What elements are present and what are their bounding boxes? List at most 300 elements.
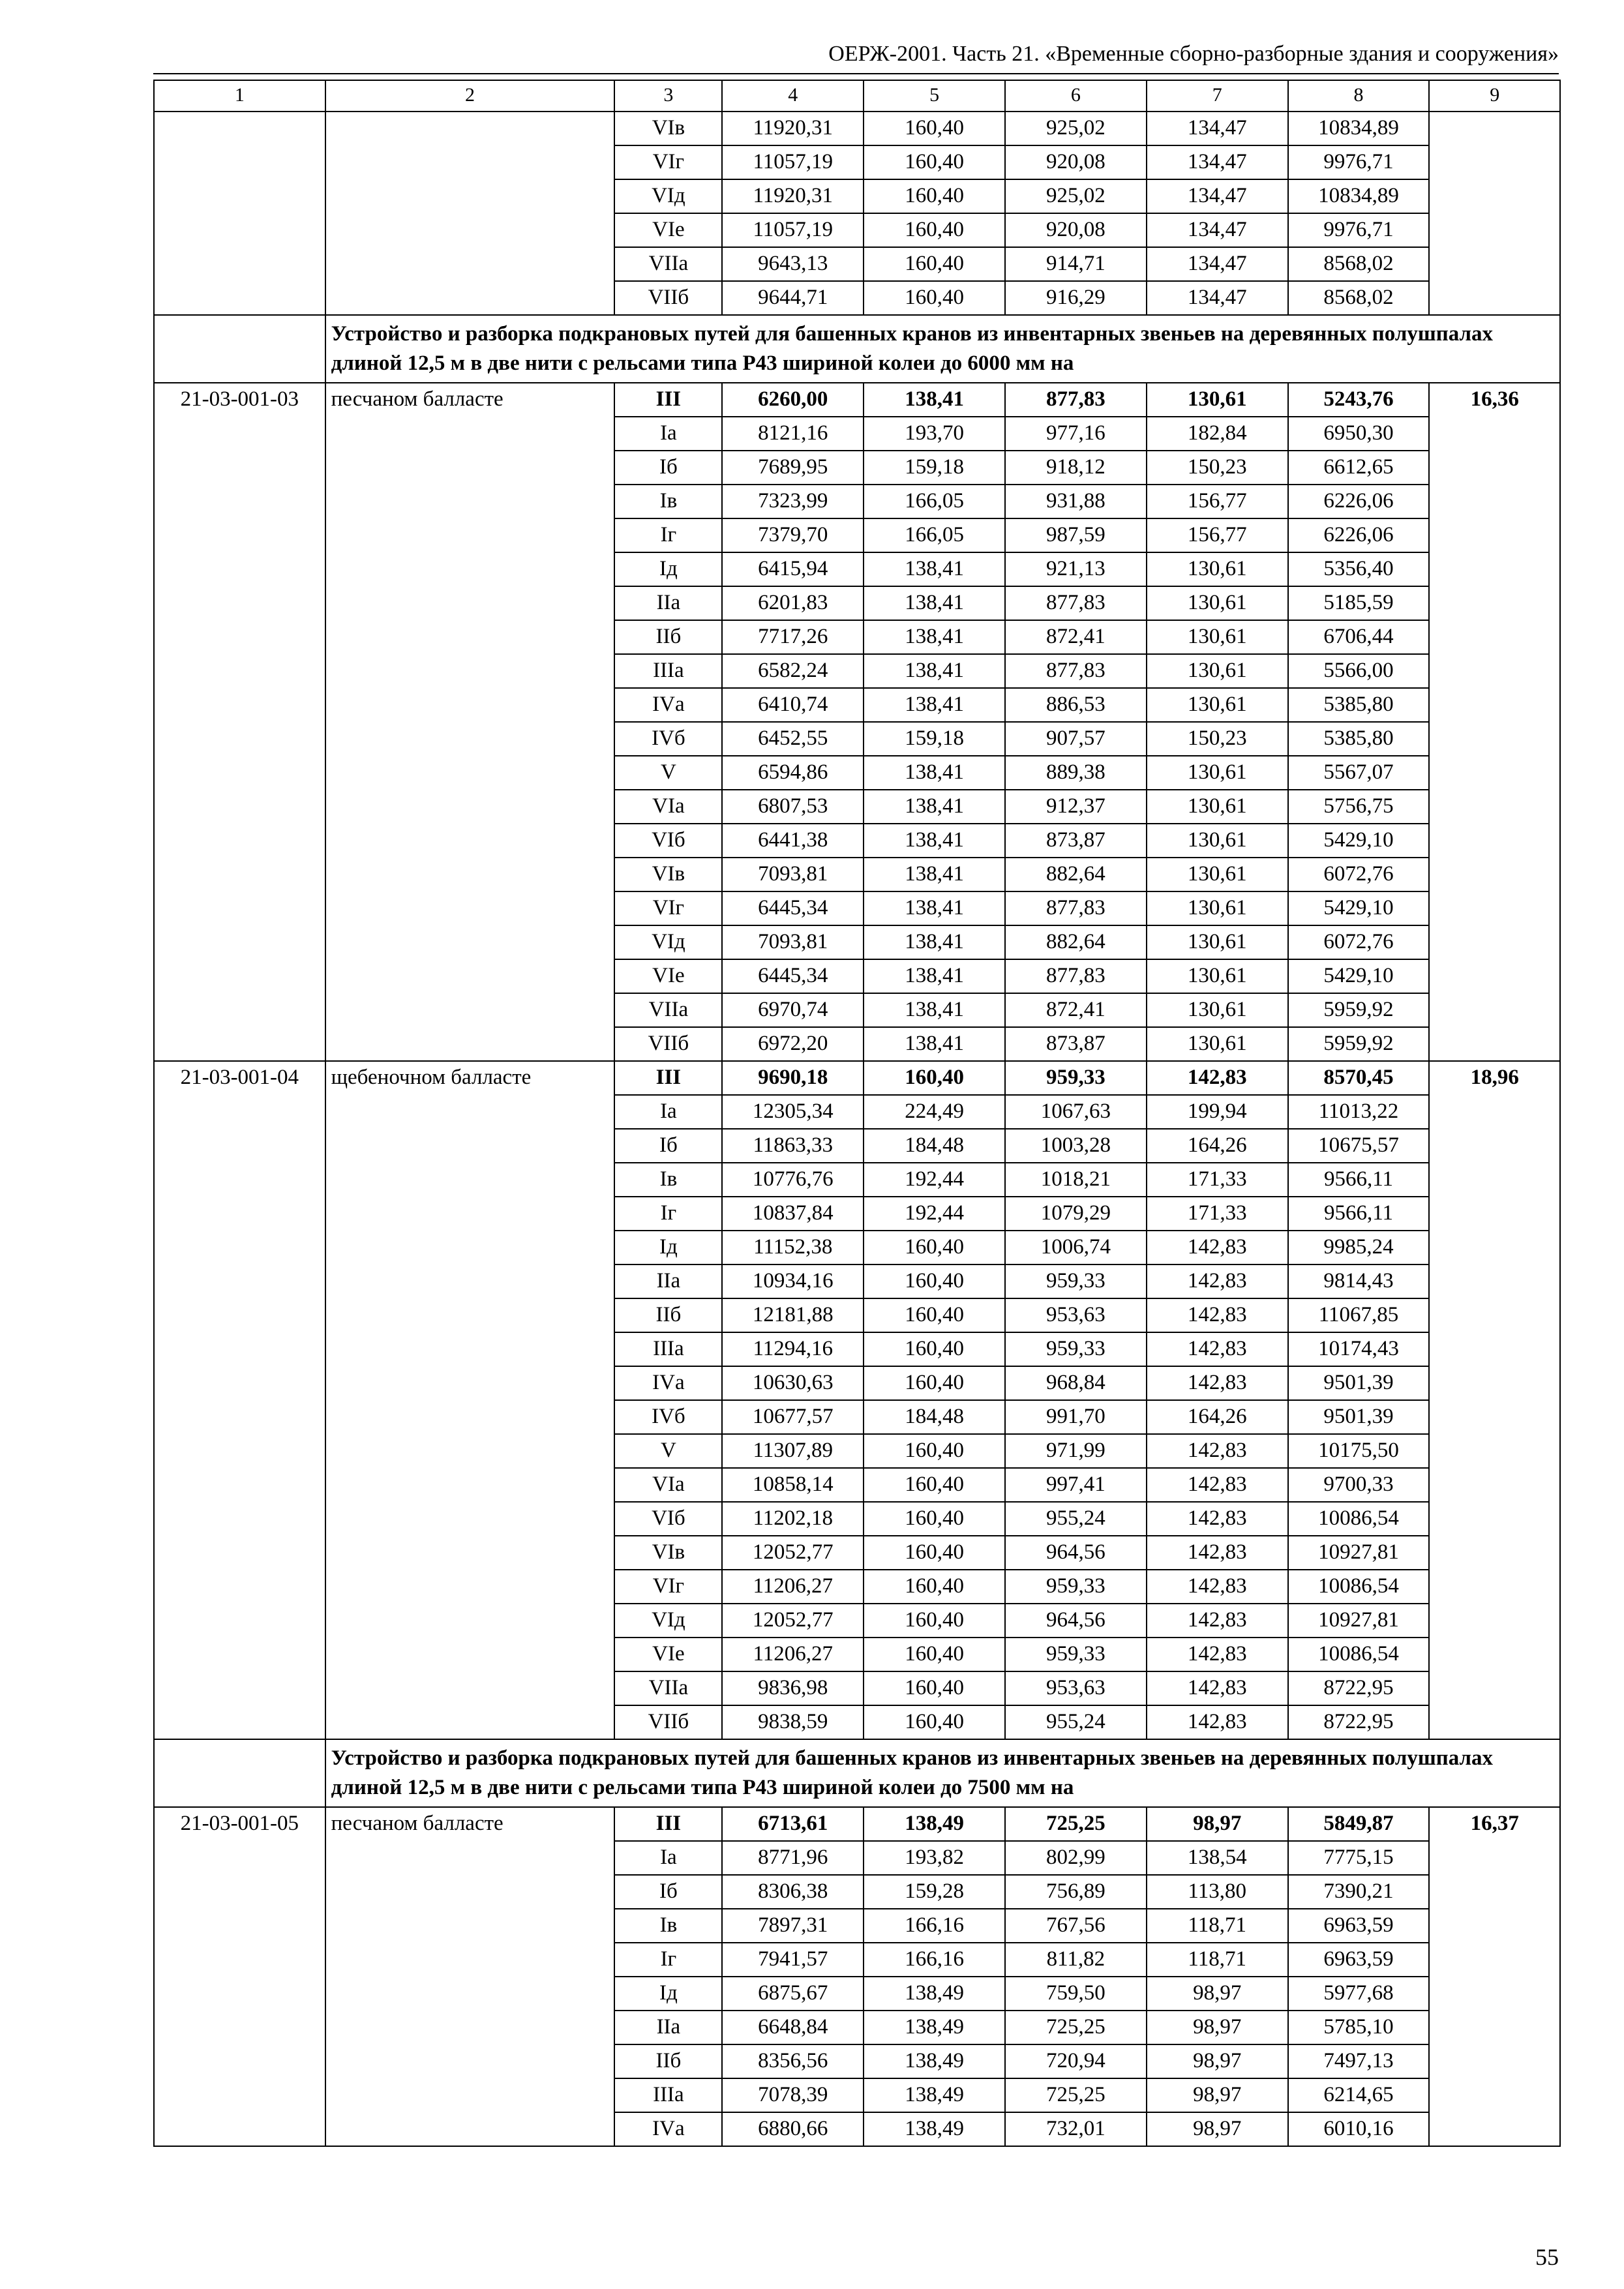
machines-cell: 914,71 <box>1005 247 1147 281</box>
machinists-wages-cell: 142,83 <box>1147 1061 1288 1095</box>
table-row <box>154 1061 1560 1095</box>
total-cost-cell: 6201,83 <box>722 586 864 620</box>
wages-cell: 224,49 <box>864 1095 1005 1129</box>
zone-cell: VIг <box>614 891 722 925</box>
zone-cell: Iа <box>614 417 722 451</box>
machines-cell: 918,12 <box>1005 451 1147 485</box>
machines-cell: 959,33 <box>1005 1264 1147 1298</box>
total-cost-cell: 7941,57 <box>722 1943 864 1977</box>
materials-cell: 6706,44 <box>1288 620 1430 654</box>
rate-code <box>154 112 325 315</box>
zone-cell: IVа <box>614 688 722 722</box>
rate-code: 21-03-001-03 <box>154 383 325 1061</box>
materials-cell: 9985,24 <box>1288 1231 1430 1264</box>
zone-cell: VIд <box>614 1604 722 1638</box>
zone-cell: VIд <box>614 179 722 213</box>
column-number: 8 <box>1288 80 1430 112</box>
wages-cell: 138,41 <box>864 891 1005 925</box>
machines-cell: 997,41 <box>1005 1468 1147 1502</box>
machinists-wages-cell: 142,83 <box>1147 1536 1288 1570</box>
machines-cell: 964,56 <box>1005 1604 1147 1638</box>
total-cost-cell: 9838,59 <box>722 1705 864 1739</box>
machines-cell: 725,25 <box>1005 2011 1147 2044</box>
machinists-wages-cell: 171,33 <box>1147 1197 1288 1231</box>
total-cost-cell: 7078,39 <box>722 2078 864 2112</box>
total-cost-cell: 11294,16 <box>722 1332 864 1366</box>
machines-cell: 968,84 <box>1005 1366 1147 1400</box>
materials-cell: 8570,45 <box>1288 1061 1430 1095</box>
materials-cell: 10175,50 <box>1288 1434 1430 1468</box>
materials-cell: 5385,80 <box>1288 722 1430 756</box>
materials-cell: 10834,89 <box>1288 112 1430 145</box>
machinists-wages-cell: 98,97 <box>1147 2044 1288 2078</box>
materials-cell: 11013,22 <box>1288 1095 1430 1129</box>
machines-cell: 955,24 <box>1005 1705 1147 1739</box>
materials-cell: 5959,92 <box>1288 1027 1430 1061</box>
wages-cell: 138,41 <box>864 790 1005 824</box>
zone-cell: VIв <box>614 858 722 891</box>
machinists-wages-cell: 142,83 <box>1147 1332 1288 1366</box>
machinists-wages-cell: 134,47 <box>1147 281 1288 315</box>
machines-cell: 877,83 <box>1005 383 1147 417</box>
total-cost-cell: 11920,31 <box>722 179 864 213</box>
zone-cell: VIг <box>614 145 722 179</box>
total-cost-cell: 11057,19 <box>722 145 864 179</box>
machinists-wages-cell: 138,54 <box>1147 1841 1288 1875</box>
total-cost-cell: 6875,67 <box>722 1977 864 2011</box>
machines-cell: 959,33 <box>1005 1638 1147 1671</box>
machinists-wages-cell: 130,61 <box>1147 959 1288 993</box>
materials-cell: 6963,59 <box>1288 1943 1430 1977</box>
wages-cell: 138,49 <box>864 2078 1005 2112</box>
machinists-wages-cell: 134,47 <box>1147 179 1288 213</box>
zone-cell: III <box>614 383 722 417</box>
wages-cell: 138,41 <box>864 925 1005 959</box>
zone-cell: Iг <box>614 1197 722 1231</box>
labor-cost-cell <box>1429 112 1560 315</box>
machines-cell: 964,56 <box>1005 1536 1147 1570</box>
zone-cell: III <box>614 1061 722 1095</box>
wages-cell: 160,40 <box>864 1264 1005 1298</box>
machines-cell: 802,99 <box>1005 1841 1147 1875</box>
total-cost-cell: 7689,95 <box>722 451 864 485</box>
materials-cell: 5785,10 <box>1288 2011 1430 2044</box>
machinists-wages-cell: 130,61 <box>1147 858 1288 891</box>
machinists-wages-cell: 142,83 <box>1147 1502 1288 1536</box>
materials-cell: 5185,59 <box>1288 586 1430 620</box>
materials-cell: 6072,76 <box>1288 925 1430 959</box>
materials-cell: 8568,02 <box>1288 281 1430 315</box>
zone-cell: Iд <box>614 552 722 586</box>
zone-cell: VIа <box>614 1468 722 1502</box>
machines-cell: 811,82 <box>1005 1943 1147 1977</box>
rate-name: щебеночном балласте <box>325 1061 615 1739</box>
machines-cell: 882,64 <box>1005 858 1147 891</box>
materials-cell: 9566,11 <box>1288 1197 1430 1231</box>
rate-name: песчаном балласте <box>325 383 615 1061</box>
materials-cell: 10086,54 <box>1288 1502 1430 1536</box>
wages-cell: 160,40 <box>864 1604 1005 1638</box>
table-body <box>154 80 1560 2146</box>
wages-cell: 160,40 <box>864 1671 1005 1705</box>
machinists-wages-cell: 142,83 <box>1147 1264 1288 1298</box>
machines-cell: 889,38 <box>1005 756 1147 790</box>
materials-cell: 6226,06 <box>1288 518 1430 552</box>
materials-cell: 5429,10 <box>1288 824 1430 858</box>
total-cost-cell: 10677,57 <box>722 1400 864 1434</box>
column-number: 1 <box>154 80 325 112</box>
machinists-wages-cell: 130,61 <box>1147 993 1288 1027</box>
wages-cell: 160,40 <box>864 179 1005 213</box>
zone-cell: VIIа <box>614 1671 722 1705</box>
machinists-wages-cell: 130,61 <box>1147 552 1288 586</box>
machinists-wages-cell: 130,61 <box>1147 925 1288 959</box>
machines-cell: 987,59 <box>1005 518 1147 552</box>
materials-cell: 9976,71 <box>1288 213 1430 247</box>
total-cost-cell: 6415,94 <box>722 552 864 586</box>
total-cost-cell: 6260,00 <box>722 383 864 417</box>
total-cost-cell: 9836,98 <box>722 1671 864 1705</box>
machines-cell: 877,83 <box>1005 891 1147 925</box>
materials-cell: 5567,07 <box>1288 756 1430 790</box>
total-cost-cell: 7717,26 <box>722 620 864 654</box>
labor-cost-cell: 18,96 <box>1429 1061 1560 1739</box>
header-rule <box>153 73 1559 74</box>
zone-cell: Iв <box>614 1163 722 1197</box>
materials-cell: 10927,81 <box>1288 1604 1430 1638</box>
zone-cell: IIб <box>614 1298 722 1332</box>
zone-cell: Iб <box>614 1875 722 1909</box>
total-cost-cell: 11206,27 <box>722 1570 864 1604</box>
zone-cell: Iд <box>614 1977 722 2011</box>
total-cost-cell: 9643,13 <box>722 247 864 281</box>
total-cost-cell: 6445,34 <box>722 891 864 925</box>
wages-cell: 138,41 <box>864 383 1005 417</box>
zone-cell: IVб <box>614 1400 722 1434</box>
wages-cell: 160,40 <box>864 1468 1005 1502</box>
zone-cell: VIIб <box>614 1705 722 1739</box>
total-cost-cell: 12305,34 <box>722 1095 864 1129</box>
wages-cell: 138,41 <box>864 756 1005 790</box>
wages-cell: 184,48 <box>864 1400 1005 1434</box>
wages-cell: 138,49 <box>864 2011 1005 2044</box>
machines-cell: 873,87 <box>1005 1027 1147 1061</box>
materials-cell: 9700,33 <box>1288 1468 1430 1502</box>
zone-cell: IIб <box>614 620 722 654</box>
machines-cell: 877,83 <box>1005 654 1147 688</box>
materials-cell: 5849,87 <box>1288 1807 1430 1841</box>
machinists-wages-cell: 130,61 <box>1147 1027 1288 1061</box>
materials-cell: 9501,39 <box>1288 1400 1430 1434</box>
zone-cell: V <box>614 756 722 790</box>
machines-cell: 925,02 <box>1005 179 1147 213</box>
machinists-wages-cell: 199,94 <box>1147 1095 1288 1129</box>
materials-cell: 6226,06 <box>1288 485 1430 518</box>
zone-cell: VIб <box>614 1502 722 1536</box>
section-title: Устройство и разборка подкрановых путей для башенных кранов из инвентарных звеньев на деревянных полушпалах длиной 12,5 м в две нити с рельсами типа Р43 шириной колеи до 7500 мм на <box>325 1739 1560 1807</box>
machinists-wages-cell: 113,80 <box>1147 1875 1288 1909</box>
materials-cell: 10927,81 <box>1288 1536 1430 1570</box>
labor-cost-cell: 16,37 <box>1429 1807 1560 2146</box>
machinists-wages-cell: 142,83 <box>1147 1705 1288 1739</box>
machinists-wages-cell: 156,77 <box>1147 485 1288 518</box>
materials-cell: 9814,43 <box>1288 1264 1430 1298</box>
total-cost-cell: 7093,81 <box>722 858 864 891</box>
total-cost-cell: 6445,34 <box>722 959 864 993</box>
machines-cell: 916,29 <box>1005 281 1147 315</box>
materials-cell: 6010,16 <box>1288 2112 1430 2146</box>
materials-cell: 11067,85 <box>1288 1298 1430 1332</box>
total-cost-cell: 10630,63 <box>722 1366 864 1400</box>
wages-cell: 138,41 <box>864 688 1005 722</box>
wages-cell: 159,28 <box>864 1875 1005 1909</box>
column-number: 9 <box>1429 80 1560 112</box>
wages-cell: 138,41 <box>864 1027 1005 1061</box>
machinists-wages-cell: 130,61 <box>1147 383 1288 417</box>
zone-cell: IIа <box>614 1264 722 1298</box>
total-cost-cell: 10934,16 <box>722 1264 864 1298</box>
wages-cell: 166,16 <box>864 1943 1005 1977</box>
wages-cell: 160,40 <box>864 1536 1005 1570</box>
total-cost-cell: 6972,20 <box>722 1027 864 1061</box>
machines-cell: 912,37 <box>1005 790 1147 824</box>
wages-cell: 138,41 <box>864 858 1005 891</box>
wages-cell: 138,49 <box>864 1977 1005 2011</box>
materials-cell: 5429,10 <box>1288 891 1430 925</box>
materials-cell: 5243,76 <box>1288 383 1430 417</box>
total-cost-cell: 12052,77 <box>722 1604 864 1638</box>
machinists-wages-cell: 182,84 <box>1147 417 1288 451</box>
wages-cell: 138,49 <box>864 2112 1005 2146</box>
materials-cell: 9566,11 <box>1288 1163 1430 1197</box>
machinists-wages-cell: 171,33 <box>1147 1163 1288 1197</box>
total-cost-cell: 7093,81 <box>722 925 864 959</box>
machinists-wages-cell: 98,97 <box>1147 2011 1288 2044</box>
zone-cell: VIIб <box>614 1027 722 1061</box>
zone-cell: IIIа <box>614 654 722 688</box>
column-number: 6 <box>1005 80 1147 112</box>
machines-cell: 921,13 <box>1005 552 1147 586</box>
table-row <box>154 1807 1560 1841</box>
zone-cell: VIе <box>614 1638 722 1671</box>
wages-cell: 159,18 <box>864 451 1005 485</box>
wages-cell: 160,40 <box>864 1061 1005 1095</box>
wages-cell: 193,82 <box>864 1841 1005 1875</box>
materials-cell: 10675,57 <box>1288 1129 1430 1163</box>
machinists-wages-cell: 142,83 <box>1147 1298 1288 1332</box>
column-number: 2 <box>325 80 615 112</box>
section-heading-row <box>154 1739 1560 1807</box>
wages-cell: 160,40 <box>864 1366 1005 1400</box>
section-title: Устройство и разборка подкрановых путей для башенных кранов из инвентарных звеньев на деревянных полушпалах длиной 12,5 м в две нити с рельсами типа Р43 шириной колеи до 6000 мм на <box>325 315 1560 383</box>
wages-cell: 138,41 <box>864 959 1005 993</box>
wages-cell: 166,05 <box>864 518 1005 552</box>
zone-cell: Iг <box>614 518 722 552</box>
wages-cell: 160,40 <box>864 247 1005 281</box>
machines-cell: 877,83 <box>1005 586 1147 620</box>
materials-cell: 7497,13 <box>1288 2044 1430 2078</box>
zone-cell: VIе <box>614 959 722 993</box>
column-number: 3 <box>614 80 722 112</box>
total-cost-cell: 9644,71 <box>722 281 864 315</box>
total-cost-cell: 7323,99 <box>722 485 864 518</box>
column-number: 5 <box>864 80 1005 112</box>
machinists-wages-cell: 164,26 <box>1147 1129 1288 1163</box>
machinists-wages-cell: 142,83 <box>1147 1570 1288 1604</box>
machines-cell: 920,08 <box>1005 145 1147 179</box>
total-cost-cell: 10837,84 <box>722 1197 864 1231</box>
machinists-wages-cell: 98,97 <box>1147 2078 1288 2112</box>
total-cost-cell: 12052,77 <box>722 1536 864 1570</box>
section-heading-row <box>154 315 1560 383</box>
machinists-wages-cell: 134,47 <box>1147 213 1288 247</box>
total-cost-cell: 8356,56 <box>722 2044 864 2078</box>
machines-cell: 953,63 <box>1005 1298 1147 1332</box>
materials-cell: 8568,02 <box>1288 247 1430 281</box>
total-cost-cell: 6441,38 <box>722 824 864 858</box>
materials-cell: 8722,95 <box>1288 1705 1430 1739</box>
machinists-wages-cell: 98,97 <box>1147 2112 1288 2146</box>
wages-cell: 166,05 <box>864 485 1005 518</box>
total-cost-cell: 11206,27 <box>722 1638 864 1671</box>
machines-cell: 732,01 <box>1005 2112 1147 2146</box>
total-cost-cell: 8121,16 <box>722 417 864 451</box>
machines-cell: 925,02 <box>1005 112 1147 145</box>
total-cost-cell: 6713,61 <box>722 1807 864 1841</box>
materials-cell: 10086,54 <box>1288 1638 1430 1671</box>
table-row <box>154 383 1560 417</box>
machines-cell: 955,24 <box>1005 1502 1147 1536</box>
machinists-wages-cell: 130,61 <box>1147 654 1288 688</box>
wages-cell: 160,40 <box>864 281 1005 315</box>
materials-cell: 6214,65 <box>1288 2078 1430 2112</box>
zone-cell: Iв <box>614 1909 722 1943</box>
wages-cell: 160,40 <box>864 1332 1005 1366</box>
machines-cell: 959,33 <box>1005 1332 1147 1366</box>
wages-cell: 166,16 <box>864 1909 1005 1943</box>
machinists-wages-cell: 134,47 <box>1147 145 1288 179</box>
machines-cell: 931,88 <box>1005 485 1147 518</box>
machinists-wages-cell: 118,71 <box>1147 1943 1288 1977</box>
zone-cell: VIг <box>614 1570 722 1604</box>
wages-cell: 160,40 <box>864 1434 1005 1468</box>
zone-cell: Iд <box>614 1231 722 1264</box>
section-code-cell <box>154 1739 325 1807</box>
machinists-wages-cell: 142,83 <box>1147 1638 1288 1671</box>
total-cost-cell: 6807,53 <box>722 790 864 824</box>
machinists-wages-cell: 156,77 <box>1147 518 1288 552</box>
total-cost-cell: 11202,18 <box>722 1502 864 1536</box>
table-row <box>154 112 1560 145</box>
total-cost-cell: 12181,88 <box>722 1298 864 1332</box>
rate-code: 21-03-001-05 <box>154 1807 325 2146</box>
machines-cell: 725,25 <box>1005 2078 1147 2112</box>
zone-cell: IIIа <box>614 1332 722 1366</box>
wages-cell: 193,70 <box>864 417 1005 451</box>
total-cost-cell: 9690,18 <box>722 1061 864 1095</box>
zone-cell: VIв <box>614 112 722 145</box>
machines-cell: 1003,28 <box>1005 1129 1147 1163</box>
zone-cell: VIд <box>614 925 722 959</box>
zone-cell: IIб <box>614 2044 722 2078</box>
zone-cell: Iа <box>614 1095 722 1129</box>
wages-cell: 138,41 <box>864 620 1005 654</box>
total-cost-cell: 6880,66 <box>722 2112 864 2146</box>
total-cost-cell: 6582,24 <box>722 654 864 688</box>
materials-cell: 9501,39 <box>1288 1366 1430 1400</box>
machinists-wages-cell: 164,26 <box>1147 1400 1288 1434</box>
zone-cell: Iб <box>614 1129 722 1163</box>
zone-cell: IVа <box>614 2112 722 2146</box>
materials-cell: 9976,71 <box>1288 145 1430 179</box>
machinists-wages-cell: 150,23 <box>1147 722 1288 756</box>
machines-cell: 977,16 <box>1005 417 1147 451</box>
wages-cell: 160,40 <box>864 145 1005 179</box>
wages-cell: 138,49 <box>864 2044 1005 2078</box>
labor-cost-cell: 16,36 <box>1429 383 1560 1061</box>
machines-cell: 920,08 <box>1005 213 1147 247</box>
total-cost-cell: 10776,76 <box>722 1163 864 1197</box>
machinists-wages-cell: 142,83 <box>1147 1366 1288 1400</box>
machines-cell: 725,25 <box>1005 1807 1147 1841</box>
zone-cell: VIIа <box>614 247 722 281</box>
wages-cell: 160,40 <box>864 1705 1005 1739</box>
total-cost-cell: 6970,74 <box>722 993 864 1027</box>
machines-cell: 872,41 <box>1005 620 1147 654</box>
materials-cell: 5385,80 <box>1288 688 1430 722</box>
total-cost-cell: 6594,86 <box>722 756 864 790</box>
machines-cell: 759,50 <box>1005 1977 1147 2011</box>
machines-cell: 886,53 <box>1005 688 1147 722</box>
machinists-wages-cell: 130,61 <box>1147 688 1288 722</box>
total-cost-cell: 6452,55 <box>722 722 864 756</box>
section-code-cell <box>154 315 325 383</box>
total-cost-cell: 11152,38 <box>722 1231 864 1264</box>
zone-cell: III <box>614 1807 722 1841</box>
rates-table <box>153 80 1561 2147</box>
machines-cell: 959,33 <box>1005 1061 1147 1095</box>
wages-cell: 160,40 <box>864 1298 1005 1332</box>
wages-cell: 160,40 <box>864 1638 1005 1671</box>
zone-cell: IIа <box>614 586 722 620</box>
materials-cell: 5756,75 <box>1288 790 1430 824</box>
machinists-wages-cell: 150,23 <box>1147 451 1288 485</box>
zone-cell: VIIа <box>614 993 722 1027</box>
machines-cell: 882,64 <box>1005 925 1147 959</box>
machines-cell: 767,56 <box>1005 1909 1147 1943</box>
total-cost-cell: 11307,89 <box>722 1434 864 1468</box>
machines-cell: 971,99 <box>1005 1434 1147 1468</box>
zone-cell: Iг <box>614 1943 722 1977</box>
zone-cell: IIIа <box>614 2078 722 2112</box>
total-cost-cell: 6648,84 <box>722 2011 864 2044</box>
machinists-wages-cell: 130,61 <box>1147 586 1288 620</box>
total-cost-cell: 7379,70 <box>722 518 864 552</box>
zone-cell: Iб <box>614 451 722 485</box>
wages-cell: 160,40 <box>864 1231 1005 1264</box>
materials-cell: 8722,95 <box>1288 1671 1430 1705</box>
machinists-wages-cell: 134,47 <box>1147 247 1288 281</box>
machinists-wages-cell: 142,83 <box>1147 1434 1288 1468</box>
materials-cell: 10174,43 <box>1288 1332 1430 1366</box>
total-cost-cell: 7897,31 <box>722 1909 864 1943</box>
wages-cell: 138,41 <box>864 552 1005 586</box>
total-cost-cell: 11863,33 <box>722 1129 864 1163</box>
machines-cell: 959,33 <box>1005 1570 1147 1604</box>
rate-name: песчаном балласте <box>325 1807 615 2146</box>
zone-cell: VIа <box>614 790 722 824</box>
wages-cell: 184,48 <box>864 1129 1005 1163</box>
